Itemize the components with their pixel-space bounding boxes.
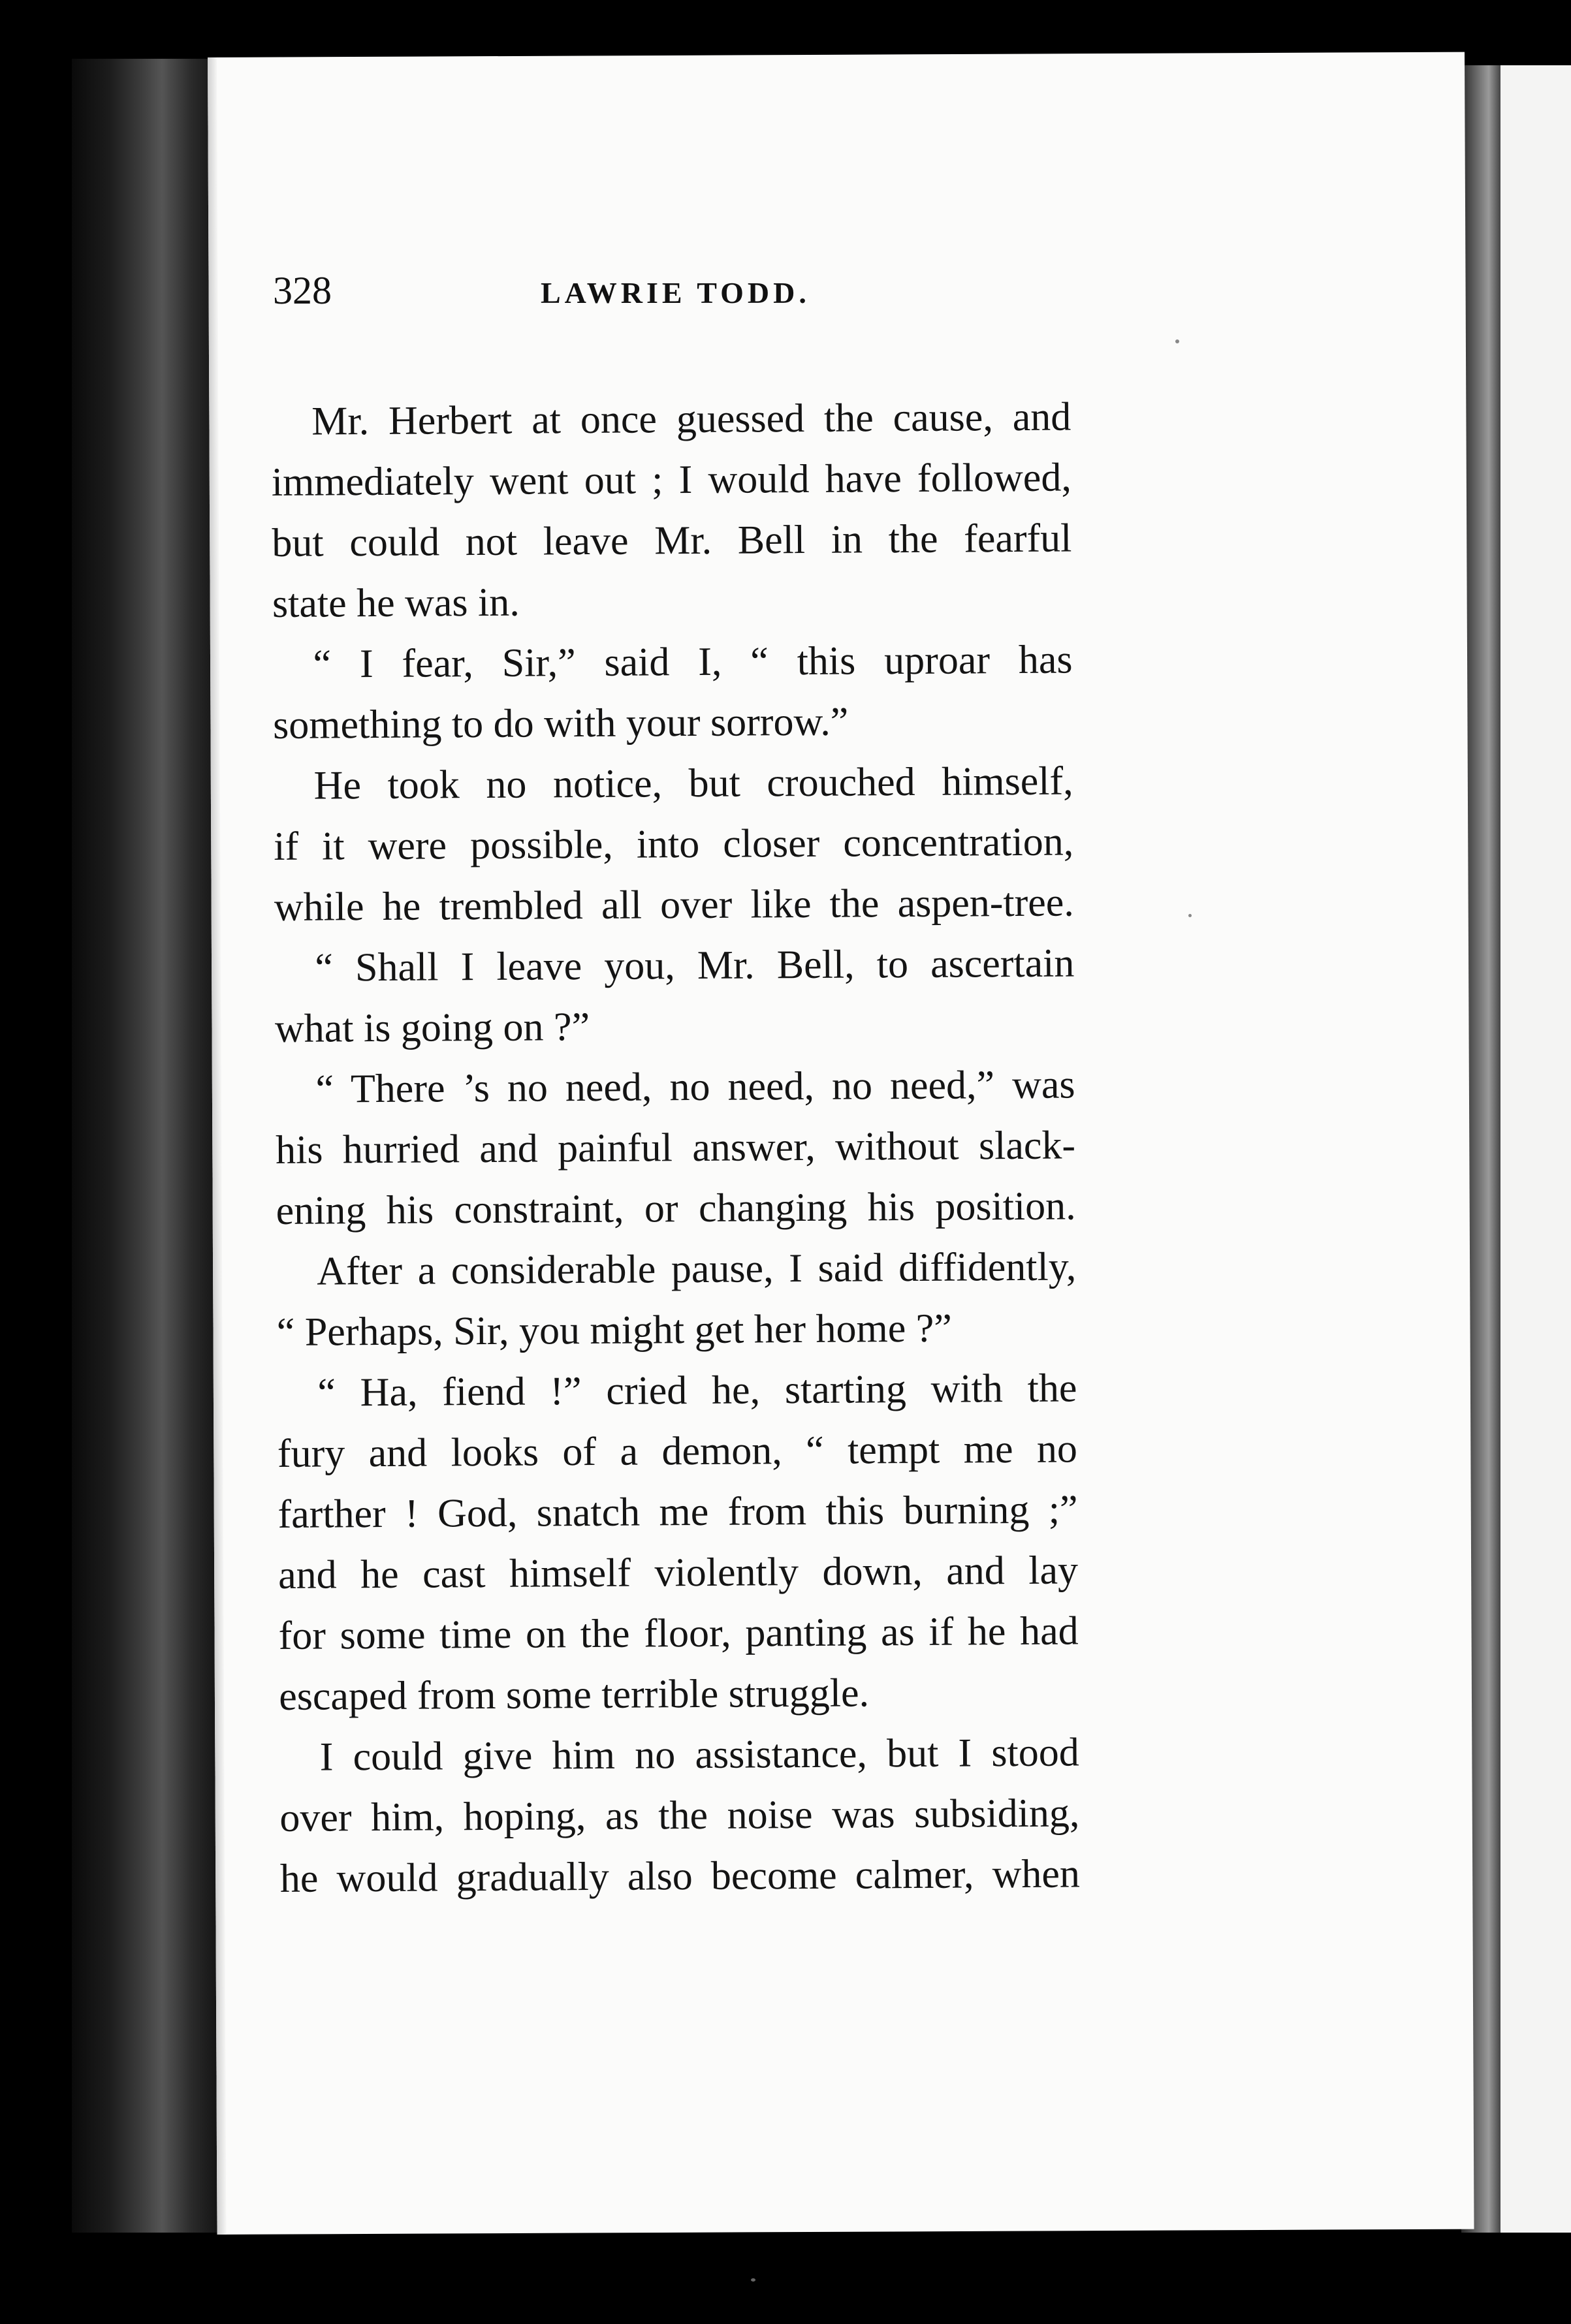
text-line: I could give him no assistance, but I stood <box>319 1730 1079 1780</box>
text-line: escaped from some terrible struggle. <box>279 1671 870 1719</box>
text-line: and he cast himself violently down, and lay <box>278 1548 1079 1597</box>
text-line: something to do with your sorrow.” <box>272 699 849 747</box>
text-line: ening his constraint, or changing his position. <box>276 1184 1076 1233</box>
text-line: “ Perhaps, Sir, you might get her home ?” <box>276 1306 953 1355</box>
scan-speck <box>1188 914 1192 917</box>
text-line: immediately went out ; I would have followed, <box>271 455 1072 505</box>
body-text <box>271 387 1080 1909</box>
text-line: for some time on the floor, panting as if he had <box>278 1609 1079 1658</box>
text-line: He took no notice, but crouched himself, <box>313 759 1073 808</box>
text-line: fury and looks of a demon, “ tempt me no <box>277 1426 1078 1476</box>
page-number: 328 <box>273 269 332 312</box>
text-line: “ There ’s no need, no need, no need,” was <box>315 1062 1075 1112</box>
text-line: what is going on ?” <box>274 1005 590 1051</box>
text-line: farther ! God, snatch me from this burning ;” <box>278 1487 1078 1537</box>
text-line: while he trembled all over like the aspen-tree. <box>274 880 1075 930</box>
text-line: “ I fear, Sir,” said I, “ this uproar has <box>313 637 1073 687</box>
running-head: LAWRIE TODD. <box>541 276 810 309</box>
text-line: if it were possible, into closer concentration, <box>274 819 1074 869</box>
next-page-margin <box>1500 65 1571 2233</box>
text-line: he would gradually also become calmer, when <box>279 1851 1081 1901</box>
text-line: state he was in. <box>272 580 520 626</box>
scan-speck <box>1175 339 1179 343</box>
page-header <box>273 261 1050 320</box>
text-line: but could not leave Mr. Bell in the fearful <box>272 516 1072 565</box>
text-line: After a considerable pause, I said diffidently, <box>317 1244 1077 1294</box>
text-line: over him, hoping, as the noise was subsiding, <box>279 1791 1080 1840</box>
book-spine-shadow <box>72 59 222 2233</box>
text-line: his hurried and painful answer, without slack- <box>275 1123 1076 1172</box>
text-line: “ Shall I leave you, Mr. Bell, to ascertain <box>315 941 1075 990</box>
text-line: Mr. Herbert at once guessed the cause, and <box>311 394 1071 444</box>
scan-speck <box>751 2278 755 2282</box>
text-line: “ Ha, fiend !” cried he, starting with the <box>317 1366 1077 1415</box>
